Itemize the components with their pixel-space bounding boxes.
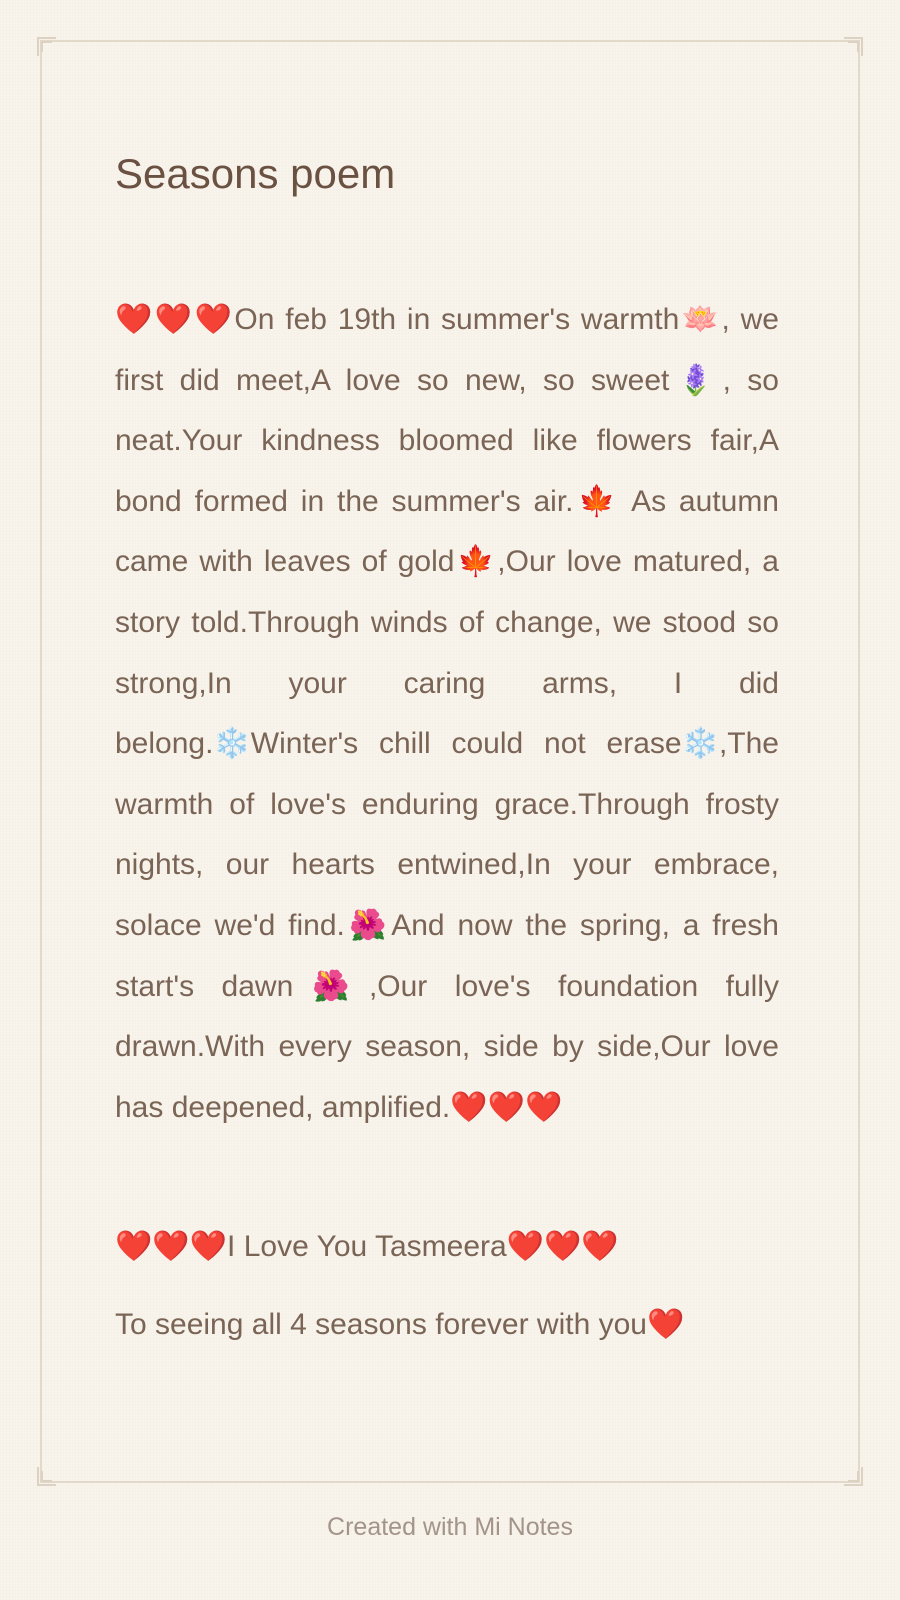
note-title: Seasons poem (115, 150, 396, 197)
frame-corner-ornament-icon (36, 1465, 58, 1487)
poem-body: ❤️❤️❤️On feb 19th in summer's warmth🪷, we first did meet,A love so new, so sweet🪻, so neat.Your kindness bloomed like flowers fair,A bond formed in the summer's air.🍁 As autumn came with leaves of gold🍁,Our love matured, a story told.Through winds of change, we stood so strong,In your caring arms, I did belong.❄️Winter's chill could not erase❄️,The warmth of love's enduring grace.Through frosty nights, our hearts entwined,In your embrace, solace we'd find.🌺And now the spring, a fresh start's dawn🌺,Our love's foundation fully drawn.With every season, side by side,Our love has deepened, amplified.❤️❤️❤️ (115, 303, 779, 1124)
frame-corner-ornament-icon (36, 36, 58, 58)
frame-corner-ornament-icon (842, 36, 864, 58)
love-line: ❤️❤️❤️I Love You Tasmeera❤️❤️❤️ (115, 1230, 619, 1263)
footer-credit: Created with Mi Notes (327, 1513, 573, 1541)
frame-corner-ornament-icon (842, 1465, 864, 1487)
closing-line: To seeing all 4 seasons forever with you❤️ (115, 1308, 685, 1341)
